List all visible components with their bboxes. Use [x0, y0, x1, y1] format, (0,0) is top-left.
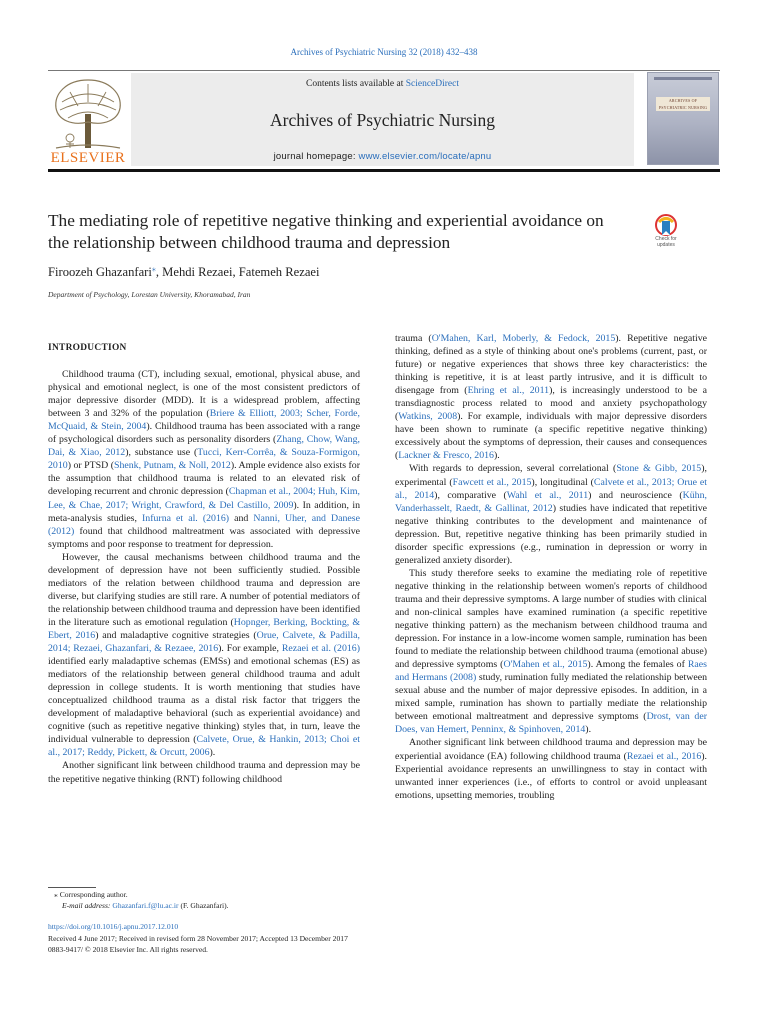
- text-run: Another significant link between childhood trauma and depression may be experiential avoidance (EA) following childhood trauma (: [395, 737, 707, 762]
- email-label: E-mail address:: [62, 901, 113, 910]
- right-column: [395, 332, 707, 802]
- text-run: ), comparative (: [434, 489, 507, 501]
- journal-cover-thumbnail[interactable]: [647, 72, 719, 165]
- crossmark-label: Check for updates: [655, 236, 677, 248]
- author-name[interactable]: Firoozeh Ghazanfari: [48, 265, 152, 280]
- paragraph: [48, 551, 360, 760]
- email-footnote: [62, 901, 229, 910]
- cover-strip: [654, 77, 712, 80]
- text-run: ).: [493, 450, 500, 462]
- text-run: Childhood trauma (CT), including sexual, emotional, physical abuse, and physical and emotional neglect, is one of the most consistent predictors of major depressive disorder (MDD). It is a widespread problem, affecting between 3 and 32% of the population (: [48, 369, 360, 420]
- email-suffix: (F. Ghazanfari).: [178, 901, 229, 910]
- received-dates: Received 4 June 2017; Received in revised form 28 November 2017; Accepted 13 December 2017: [48, 934, 348, 943]
- text-run: ). For example,: [218, 643, 282, 655]
- citation-link[interactable]: O'Mahen et al., 2015: [503, 659, 588, 671]
- footnote-rule: [48, 887, 96, 888]
- sciencedirect-link[interactable]: ScienceDirect: [405, 79, 459, 89]
- text-run: ) studies have indicated that repetitive negative thinking contributes to the development and maintenance of depression. But, repetitive negative thinking has been primarily studied in disorder specific expressions (e.g., rumination in depression or worry in generalized anxiety disorder).: [395, 502, 707, 566]
- citation-link[interactable]: Orue, Calvete, & Padilla, 2014; Rezaei, Ghazanfari, & Rezaee, 2016: [48, 629, 360, 655]
- journal-title: Archives of Psychiatric Nursing: [269, 110, 496, 130]
- citation-link[interactable]: Chapman et al., 2004; Huh, Kim, Lee, & Chae, 2017; Wright, Crawford, & Del Castillo, 2009: [48, 486, 360, 511]
- homepage-prefix: journal homepage:: [273, 151, 359, 162]
- citation-link[interactable]: Rezaei et al., 2016: [626, 750, 702, 762]
- text-run: ). Among the females of: [587, 659, 688, 671]
- elsevier-wordmark: ELSEVIER: [50, 150, 126, 166]
- text-run: With regards to depression, several correlational (: [409, 463, 617, 475]
- text-run: ), experimental (: [395, 463, 707, 488]
- contents-available-line: [131, 79, 634, 89]
- section-heading: INTRODUCTION: [48, 343, 127, 353]
- journal-citation[interactable]: Archives of Psychiatric Nursing 32 (2018) 432–438: [290, 47, 478, 57]
- text-run: This study therefore seeks to examine the mediating role of repetitive negative thinking in the relationship between women's reports of childhood trauma and their depressive symptoms. A large number of studies with clinical and non-clinical samples have examined rumination (a specific repetitive negative thinking pattern) as the mechanism between childhood trauma and depression. For instance in a low-income women sample, rumination has been found to mediate the relationship between childhood trauma (emotional abuse) and depressive symptoms (: [395, 567, 707, 671]
- citation-link[interactable]: Infurna et al. (2016): [142, 512, 230, 524]
- citation-link[interactable]: Kühn, Vanderhasselt, Raedt, & Gallinat, 2012: [395, 489, 707, 514]
- copyright-line: 0883-9417/ © 2018 Elsevier Inc. All rights reserved.: [48, 945, 208, 954]
- citation-link[interactable]: Lackner & Fresco, 2016: [398, 450, 494, 462]
- text-run: ). Childhood trauma has been associated with a range of psychological disorders such as personality disorders (: [48, 421, 360, 446]
- citation-link[interactable]: Zhang, Chow, Wang, Dai, & Xiao, 2012: [48, 434, 360, 459]
- article-title: The mediating role of repetitive negative thinking and experiential avoidance on the relationship between childhood trauma and depression: [48, 211, 604, 252]
- header-bottom-rule: [48, 169, 720, 172]
- author-list: [48, 264, 320, 280]
- paragraph: Another significant link between childhood trauma and depression may be the repetitive negative thinking (RNT) following childhood: [48, 760, 360, 785]
- text-run: and: [229, 512, 254, 524]
- coauthor-names[interactable]: , Mehdi Rezaei, Fatemeh Rezaei: [155, 265, 320, 280]
- contents-prefix: Contents lists available at: [305, 79, 406, 89]
- paragraph: [395, 567, 707, 737]
- text-run: ). In addition, in meta-analysis studies,: [48, 499, 360, 524]
- homepage-link[interactable]: www.elsevier.com/locate/apnu: [358, 151, 492, 162]
- doi-link[interactable]: https://doi.org/10.1016/j.apnu.2017.12.010: [48, 922, 179, 931]
- paragraph: [395, 332, 707, 462]
- email-link[interactable]: Ghazanfari.f@lu.ac.ir: [112, 901, 179, 910]
- text-run: ) and maladaptive cognitive strategies (: [95, 629, 257, 641]
- citation-link[interactable]: Tucci, Kerr-Corrêa, & Souza-Formigon, 2010: [48, 447, 360, 472]
- citation-link[interactable]: Rezaei et al. (2016): [281, 643, 360, 655]
- citation-link[interactable]: Briere & Elliott, 2003; Scher, Forde, McQuaid, & Stein, 2004: [48, 408, 360, 433]
- text-run: ) and neuroscience (: [588, 489, 683, 501]
- paragraph: [395, 736, 707, 801]
- citation-link[interactable]: Calvete, Orue, & Hankin, 2013; Choi et al., 2017; Reddy, Pickett, & Orcutt, 2006: [48, 734, 361, 759]
- text-run: However, the causal mechanisms between childhood trauma and the development of depression have not been sufficiently studied. Possible mediators of the relation between childhood trauma and depression are diverse, but clarifying studies are still rare. A number of potential mediators of the relationship between childhood trauma and depression have been identified in the literature such as emotional regulation (: [48, 551, 360, 628]
- citation-link[interactable]: Raes and Hermans (2008): [395, 659, 707, 684]
- citation-link[interactable]: Nanni, Uher, and Danese (2012): [48, 512, 361, 537]
- citation-link[interactable]: Shenk, Putnam, & Noll, 2012: [113, 460, 231, 472]
- corresponding-author-note: ⁎ Corresponding author.: [54, 890, 128, 899]
- text-run: ). For example, individuals with major depressive disorders have been shown to ruminate (a specific repetitive negative thinking) excessively about the symptoms of depression, their causes and consequences (: [395, 411, 707, 462]
- text-run: identified early maladaptive schemas (EMSs) and emotional schemas (ES) as mediators of the relationship between general childhood trauma and adult depression in college students. It is worth mentioning that studies have conceptualized childhood trauma as a distal risk factor that triggers the development of maladaptive behavioral (such as experiential avoidance) and cognitive (such as repetitive negative thinking) styles that, in turn, leave the individual vulnerable to depression (: [48, 656, 360, 746]
- left-column: [48, 332, 360, 786]
- affiliation: Department of Psychology, Lorestan University, Khoramabad, Iran: [48, 290, 251, 299]
- text-run: study, rumination fully mediated the relationship between sexual abuse and the number of major depressive episodes. In addition, in a mixed sample, rumination has shown to partially mediate the relationship between emotional maltreatment and depressive symptoms (: [395, 672, 707, 723]
- text-run: ), is increasingly understood to be a transdiagnostic process related to mood and anxiety psychopathology (: [395, 385, 707, 423]
- cover-title: ARCHIVES OF PSYCHIATRIC NURSING: [656, 97, 710, 111]
- citation-link[interactable]: Hopnger, Berking, Bockting, & Ebert, 2016: [48, 616, 361, 641]
- paragraph: [395, 462, 707, 566]
- corresponding-mark[interactable]: ⁎: [151, 264, 156, 273]
- text-run: found that childhood maltreatment was associated with depressive symptoms and poor response to treatment for depression.: [48, 525, 360, 550]
- text-run: ), substance use (: [125, 447, 198, 459]
- text-run: ). Experiential avoidance represents an unwillingness to stay in contact with unwanted inner experiences (i.e., of efforts to control or avoid unpleasant emotions, upsetting memories, troubling: [395, 750, 708, 801]
- citation-link[interactable]: Stone & Gibb, 2015: [616, 463, 702, 475]
- text-run: ). Ample evidence also exists for the assumption that childhood trauma is related to an elevated risk of developing recurrent and chronic depression (: [48, 460, 360, 498]
- citation-link[interactable]: Fawcett et al., 2015: [452, 476, 532, 488]
- text-run: ).: [209, 747, 216, 759]
- paragraph: [48, 368, 360, 551]
- text-run: trauma (: [395, 333, 432, 344]
- citation-link[interactable]: Drost, van der Does, van Hemert, Penninx, & Spinhoven, 2014: [395, 711, 707, 736]
- citation-link[interactable]: Calvete et al., 2013; Orue et al., 2014: [395, 476, 708, 501]
- citation-link[interactable]: Ehring et al., 2011: [467, 385, 550, 397]
- header-top-rule: [48, 70, 720, 71]
- text-run: ) or PTSD (: [67, 460, 114, 472]
- citation-link[interactable]: Wahl et al., 2011: [506, 489, 589, 501]
- text-run: ).: [585, 724, 592, 736]
- citation-link[interactable]: O'Mahen, Karl, Moberly, & Fedock, 2015: [431, 333, 616, 344]
- text-run: ), longitudinal (: [531, 476, 594, 488]
- citation-link[interactable]: Watkins, 2008: [398, 411, 458, 423]
- text-run: ). Repetitive negative thinking, defined as a style of thinking about one's problems (current, past, or future) or negative experiences that shows three key characteristics: the thinking is repetitive, it is at least partly intrusive, and it is difficult to disengage from (: [395, 333, 707, 397]
- journal-homepage-line: [131, 151, 634, 162]
